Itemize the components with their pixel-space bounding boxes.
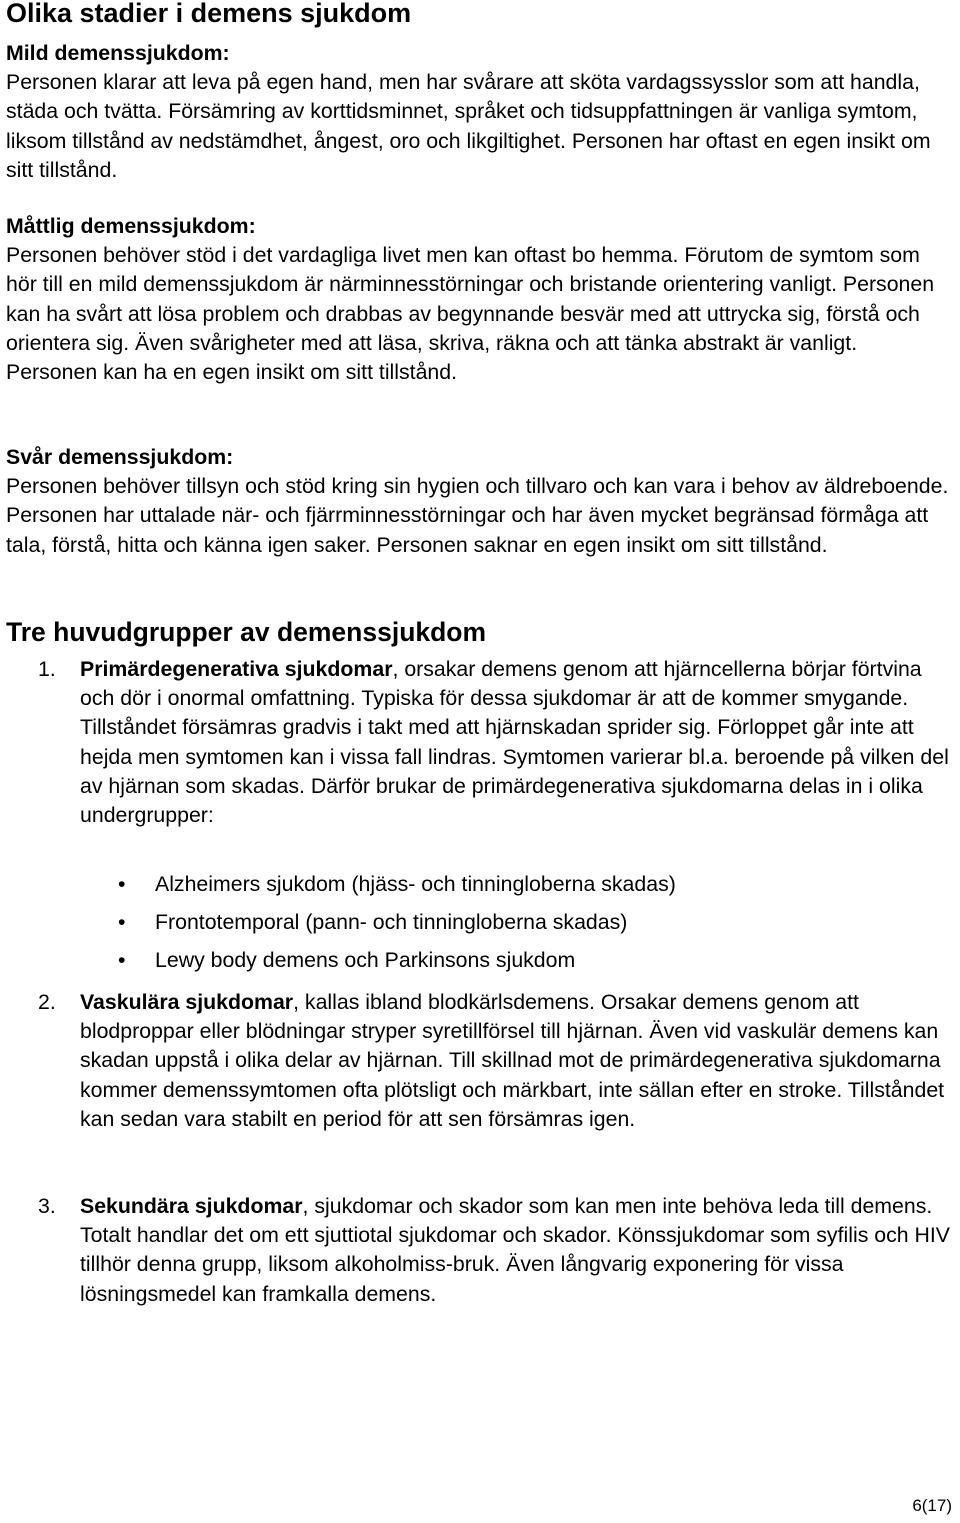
list-item — [6, 946, 676, 984]
stage-text: Personen behöver tillsyn och stöd kring sin hygien och tillvaro och kan vara i behov av äldreboende. Personen har uttalade när- och fjärrminnesstörningar och har även mycket begränsad förmåga att tala, förstå, hitta och känna igen saker. Personen saknar en egen insikt om sitt tillstånd. — [6, 474, 949, 557]
stage-heading: Svår demenssjukdom: — [6, 445, 234, 469]
subgroup-label: Alzheimers sjukdom (hjäss- och tinningloberna skadas) — [155, 872, 676, 896]
list-number: 1. — [38, 657, 56, 681]
group-term: Primärdegenerativa sjukdomar — [80, 657, 393, 681]
page-number: 6(17) — [912, 1496, 952, 1515]
stage-text: Personen behöver stöd i det vardagliga livet men kan oftast bo hemma. Förutom de symtom som hör till en mild demenssjukdom är närminnesstörningar och bristande orientering vanligt. Personen kan ha svårt att lösa problem och drabbas av begynnande besvär med att uttrycka sig, förstå och orientera sig. Även svårigheter med att läsa, skriva, räkna och att tänka abstrakt är vanligt. Personen kan ha en egen insikt om sitt tillstånd. — [6, 243, 935, 385]
bullet-icon: • — [118, 948, 126, 972]
bullet-icon: • — [118, 872, 126, 896]
subgroup-label: Frontotemporal (pann- och tinningloberna skadas) — [155, 910, 628, 934]
group-term: Vaskulära sjukdomar — [80, 990, 294, 1014]
group-item-1 — [6, 655, 954, 830]
stage-heading: Måttlig demenssjukdom: — [6, 214, 256, 238]
list-item — [6, 870, 676, 908]
page-title: Olika stadier i demens sjukdom — [6, 0, 412, 28]
subgroup-label: Lewy body demens och Parkinsons sjukdom — [155, 948, 576, 972]
section-heading: Tre huvudgrupper av demenssjukdom — [6, 617, 487, 647]
stage-heading: Mild demenssjukdom: — [6, 41, 230, 65]
list-number: 3. — [38, 1194, 56, 1218]
group-text: , orsakar demens genom att hjärncellerna börjar förtvina och dör i onormal omfattning. Typiska för dessa sjukdomar är att de kommer smygande. Tillståndet försämras gradvis i takt med att hjärnskadan sprider sig. Förloppet går inte att hejda men symtomen kan i vissa fall lindras. Symtomen varierar bl.a. beroende på vilken del av hjärnan som skadas. Därför brukar de primärdegenerativa sjukdomarna delas in i olika undergrupper: — [80, 657, 949, 828]
stage-severe — [6, 443, 954, 560]
stage-mild — [6, 39, 954, 185]
group-item-3 — [6, 1192, 954, 1309]
list-number: 2. — [38, 990, 56, 1014]
group-term: Sekundära sjukdomar — [80, 1194, 303, 1218]
subgroup-list — [6, 870, 676, 984]
group-item-2 — [6, 988, 954, 1134]
bullet-icon: • — [118, 910, 126, 934]
group-text: , sjukdomar och skador som kan men inte behöva leda till demens. Totalt handlar det om ett sjuttiotal sjukdomar och skador. Könssjukdomar som syfilis och HIV tillhör denna grupp, liksom alkoholmiss-bruk. Även långvarig exponering för vissa lösningsmedel kan framkalla demens. — [80, 1194, 951, 1306]
stage-text: Personen klarar att leva på egen hand, men har svårare att sköta vardagssysslor som att handla, städa och tvätta. Försämring av korttidsminnet, språket och tidsuppfattningen är vanliga symtom, liksom tillstånd av nedstämdhet, ångest, oro och likgiltighet. Personen har oftast en egen insikt om sitt tillstånd. — [6, 70, 931, 182]
list-item — [6, 908, 676, 946]
stage-moderate — [6, 212, 954, 387]
group-text: , kallas ibland blodkärlsdemens. Orsakar demens genom att blodproppar eller blödningar stryper syretillförsel till hjärnan. Även vid vaskulär demens kan skadan uppstå i olika delar av hjärnan. Till skillnad mot de primärdegenerativa sjukdomarna kommer demenssymtomen ofta plötsligt och märkbart, inte sällan efter en stroke. Tillståndet kan sedan vara stabilt en period för att sen försämras igen. — [80, 990, 945, 1131]
